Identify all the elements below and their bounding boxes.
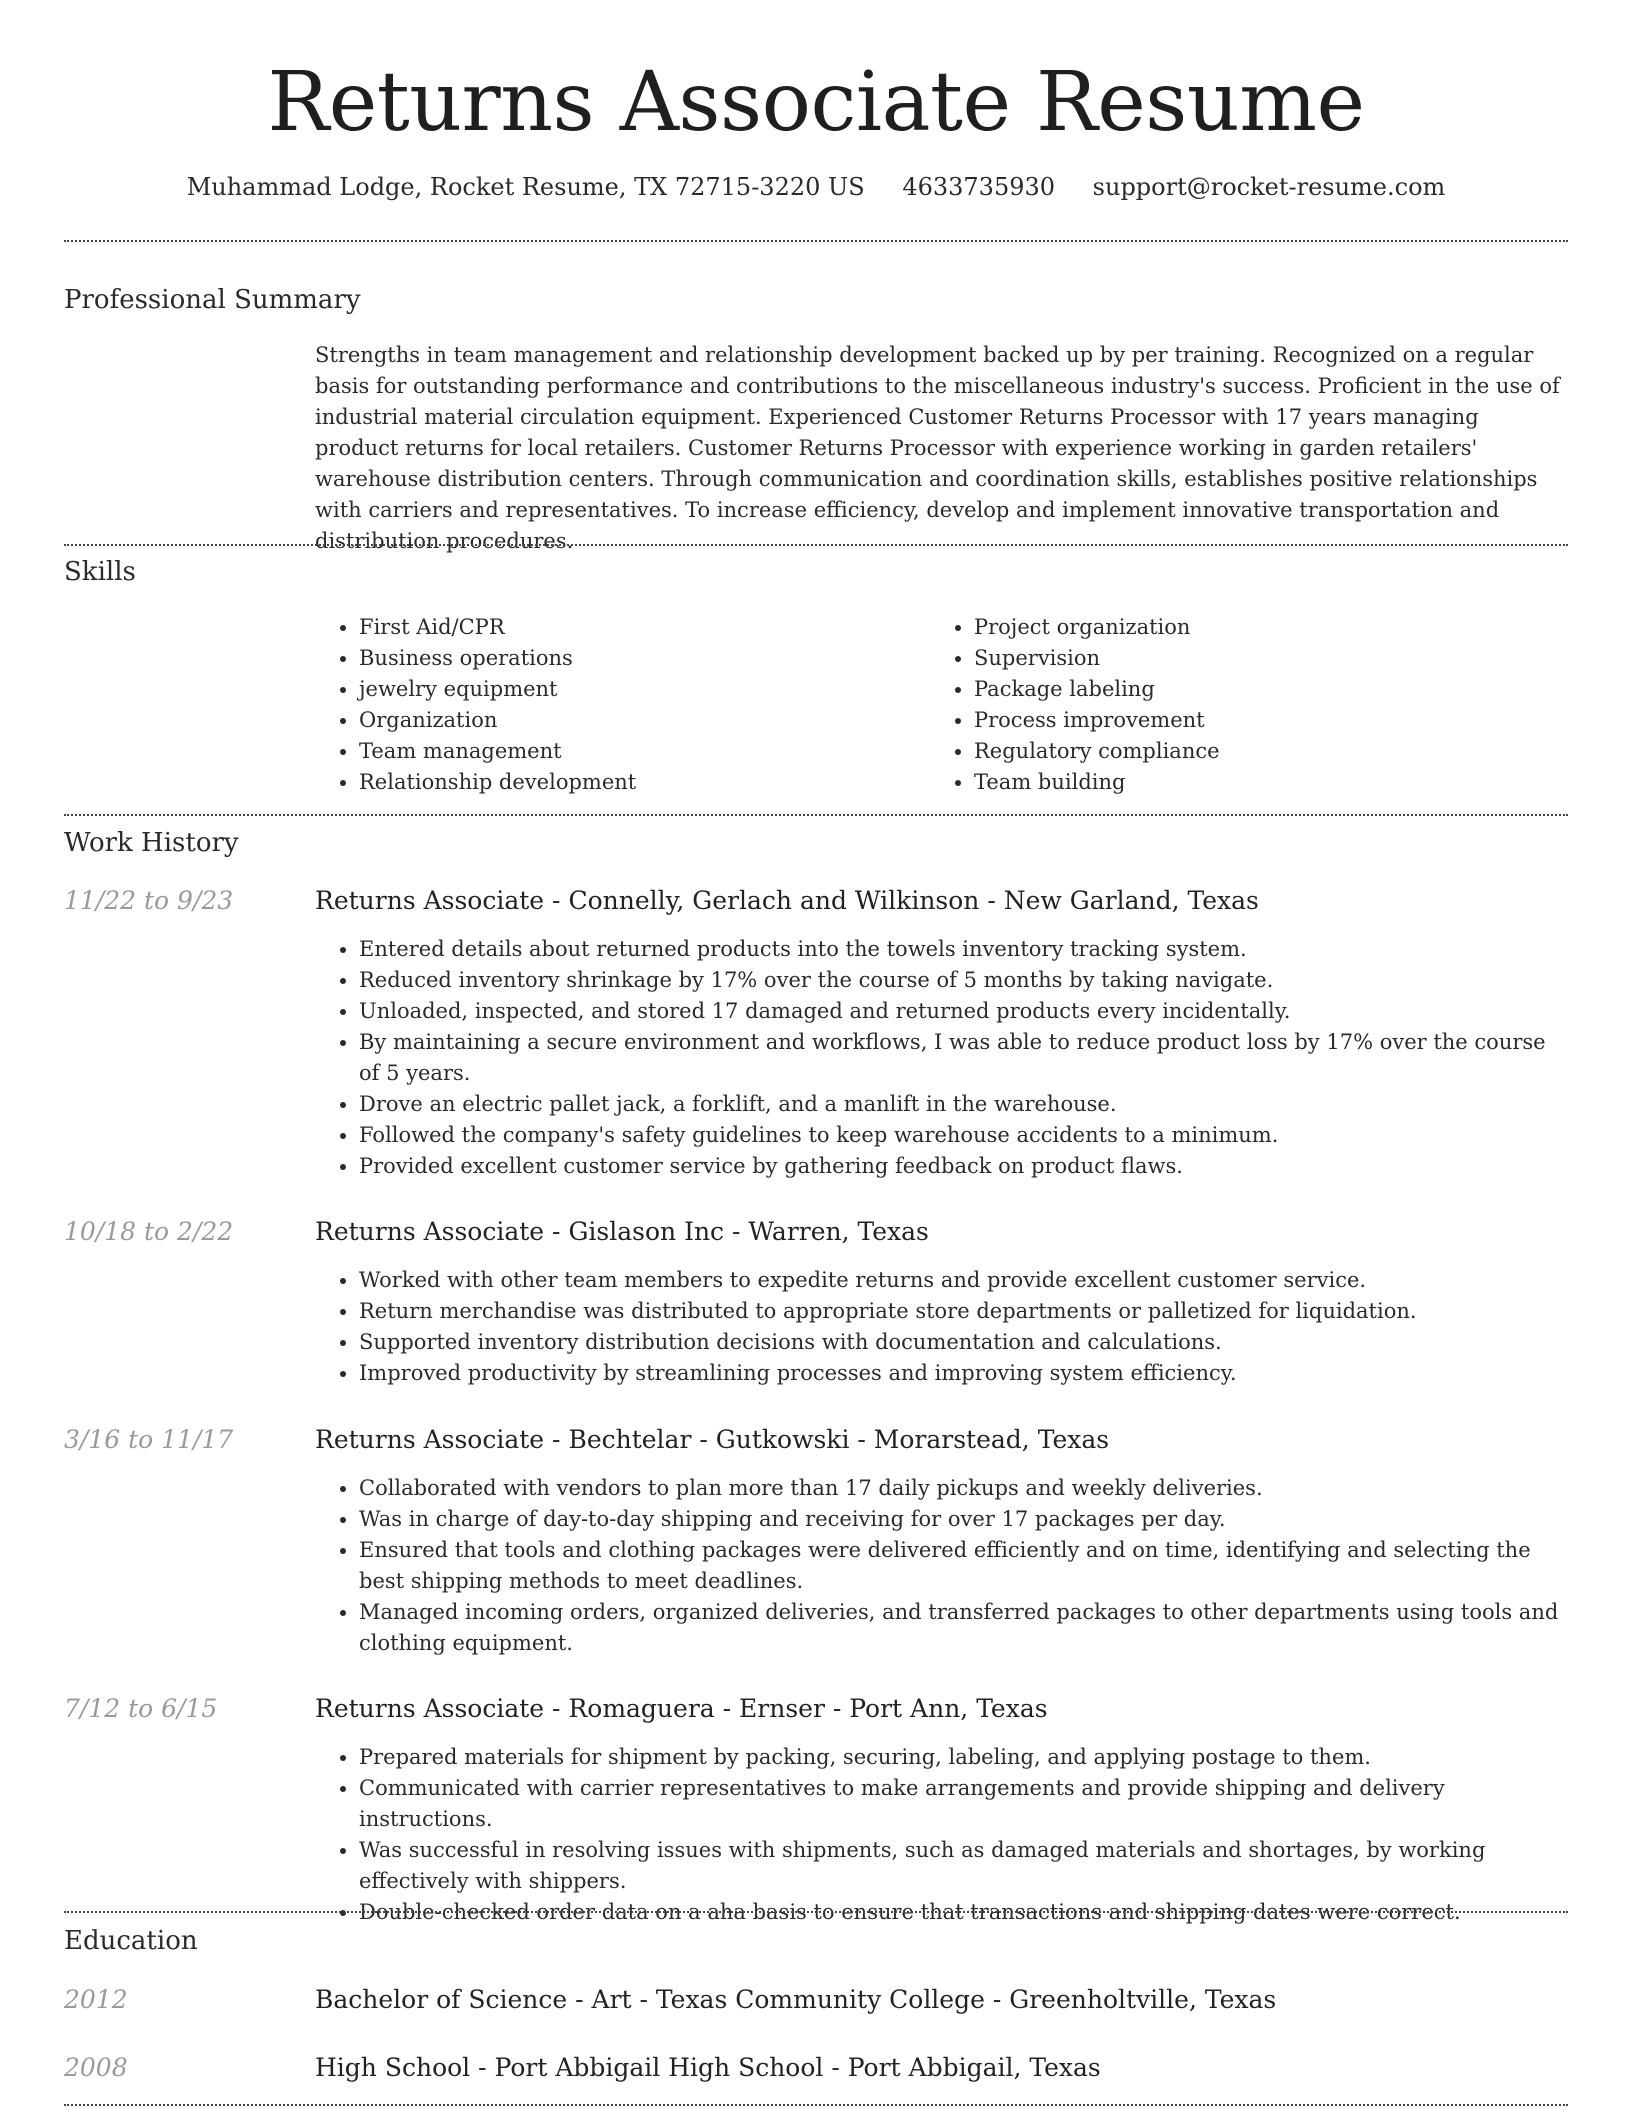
education-degree: High School - Port Abbigail High School - Port Abbigail, Texas — [315, 2053, 1101, 2082]
job-bullet: • Return merchandise was distributed to appropriate store departments or palletized for liquidation. — [359, 1296, 1568, 1327]
skill-item: • jewelry equipment — [359, 674, 636, 705]
job-bullet: • Entered details about returned products into the towels inventory tracking system. — [359, 934, 1568, 965]
skill-item: • Team building — [974, 767, 1220, 798]
education-heading: Education — [64, 1926, 198, 1956]
job-bullet: • Provided excellent customer service by gathering feedback on product flaws. — [359, 1151, 1568, 1182]
resume-title: Returns Associate Resume — [267, 55, 1365, 150]
skill-item: • First Aid/CPR — [359, 612, 636, 643]
job-dates: 3/16 to 11/17 — [64, 1425, 234, 1454]
job-bullet: • Improved productivity by streamlining processes and improving system efficiency. — [359, 1358, 1568, 1389]
job-bullet: • Worked with other team members to expedite returns and provide excellent customer service. — [359, 1265, 1568, 1296]
education-year: 2012 — [64, 1985, 128, 2014]
summary-text: Strengths in team management and relationship development backed up by per training. Recognized on a regular basis for outstanding performance and contributions to the miscellaneous industry's success. Proficient in the use of industrial material circulation equipment. Experienced Customer Returns Processor with 17 years managing product returns for local retailers. Customer Returns Processor with experience working in garden retailers' warehouse distribution centers. Through communication and coordination skills, establishes positive relationships with carriers and representatives. To increase efficiency, develop and implement innovative transportation and distribution procedures. — [315, 343, 1560, 553]
education-year: 2008 — [64, 2053, 128, 2082]
section-divider — [64, 240, 1568, 242]
skill-item: • Relationship development — [359, 767, 636, 798]
section-divider — [64, 2104, 1568, 2106]
job-bullet: • Supported inventory distribution decisions with documentation and calculations. — [359, 1327, 1568, 1358]
education-degree: Bachelor of Science - Art - Texas Community College - Greenholtville, Texas — [315, 1985, 1277, 2014]
skills-list-right — [930, 612, 1220, 798]
job-bullet: • Was in charge of day-to-day shipping and receiving for over 17 packages per day. — [359, 1504, 1568, 1535]
section-divider — [64, 544, 1568, 546]
skill-item: • Business operations — [359, 643, 636, 674]
summary-heading: Professional Summary — [64, 285, 361, 315]
job-bullets — [315, 934, 1568, 1182]
job-bullet: • Drove an electric pallet jack, a forklift, and a manlift in the warehouse. — [359, 1089, 1568, 1120]
job-bullet: • Ensured that tools and clothing packages were delivered efficiently and on time, identifying and selecting the best shipping methods to meet deadlines. — [359, 1535, 1568, 1597]
skill-item: • Regulatory compliance — [974, 736, 1220, 767]
job-bullet: • By maintaining a secure environment and workflows, I was able to reduce product loss by 17% over the course of 5 years. — [359, 1027, 1568, 1089]
skill-item: • Supervision — [974, 643, 1220, 674]
job-bullet: • Unloaded, inspected, and stored 17 damaged and returned products every incidentally. — [359, 996, 1568, 1027]
job-dates: 7/12 to 6/15 — [64, 1694, 218, 1723]
section-divider — [64, 1911, 1568, 1913]
section-divider — [64, 814, 1568, 816]
job-bullet: • Communicated with carrier representatives to make arrangements and provide shipping and delivery instructions. — [359, 1773, 1568, 1835]
work-history-heading: Work History — [64, 828, 239, 858]
job-dates: 11/22 to 9/23 — [64, 886, 234, 915]
skills-list-left — [315, 612, 636, 798]
skill-item: • Package labeling — [974, 674, 1220, 705]
job-bullets — [315, 1473, 1568, 1659]
contact-phone: 4633735930 — [902, 173, 1056, 201]
contact-line — [0, 170, 1632, 204]
job-bullet: • Double-checked order data on a aha basis to ensure that transactions and shipping dates were correct. — [359, 1897, 1568, 1928]
job-bullet: • Followed the company's safety guidelines to keep warehouse accidents to a minimum. — [359, 1120, 1568, 1151]
contact-address: Muhammad Lodge, Rocket Resume, TX 72715-3220 US — [186, 173, 865, 201]
job-bullet: • Collaborated with vendors to plan more than 17 daily pickups and weekly deliveries. — [359, 1473, 1568, 1504]
job-title: Returns Associate - Gislason Inc - Warren, Texas — [315, 1217, 929, 1246]
job-dates: 10/18 to 2/22 — [64, 1217, 234, 1246]
skill-item: • Process improvement — [974, 705, 1220, 736]
job-bullet: • Reduced inventory shrinkage by 17% over the course of 5 months by taking navigate. — [359, 965, 1568, 996]
skill-item: • Organization — [359, 705, 636, 736]
job-bullet: • Prepared materials for shipment by packing, securing, labeling, and applying postage to them. — [359, 1742, 1568, 1773]
skills-heading: Skills — [64, 557, 136, 587]
job-title: Returns Associate - Connelly, Gerlach and Wilkinson - New Garland, Texas — [315, 886, 1259, 915]
contact-email: support@rocket-resume.com — [1092, 173, 1446, 201]
job-bullet: • Was successful in resolving issues with shipments, such as damaged materials and shortages, by working effectively with shippers. — [359, 1835, 1568, 1897]
job-bullets — [315, 1265, 1568, 1389]
job-bullets — [315, 1742, 1568, 1928]
job-title: Returns Associate - Romaguera - Ernser - Port Ann, Texas — [315, 1694, 1048, 1723]
skill-item: • Project organization — [974, 612, 1220, 643]
skill-item: • Team management — [359, 736, 636, 767]
job-bullet: • Managed incoming orders, organized deliveries, and transferred packages to other departments using tools and clothing equipment. — [359, 1597, 1568, 1659]
job-title: Returns Associate - Bechtelar - Gutkowski - Morarstead, Texas — [315, 1425, 1110, 1454]
